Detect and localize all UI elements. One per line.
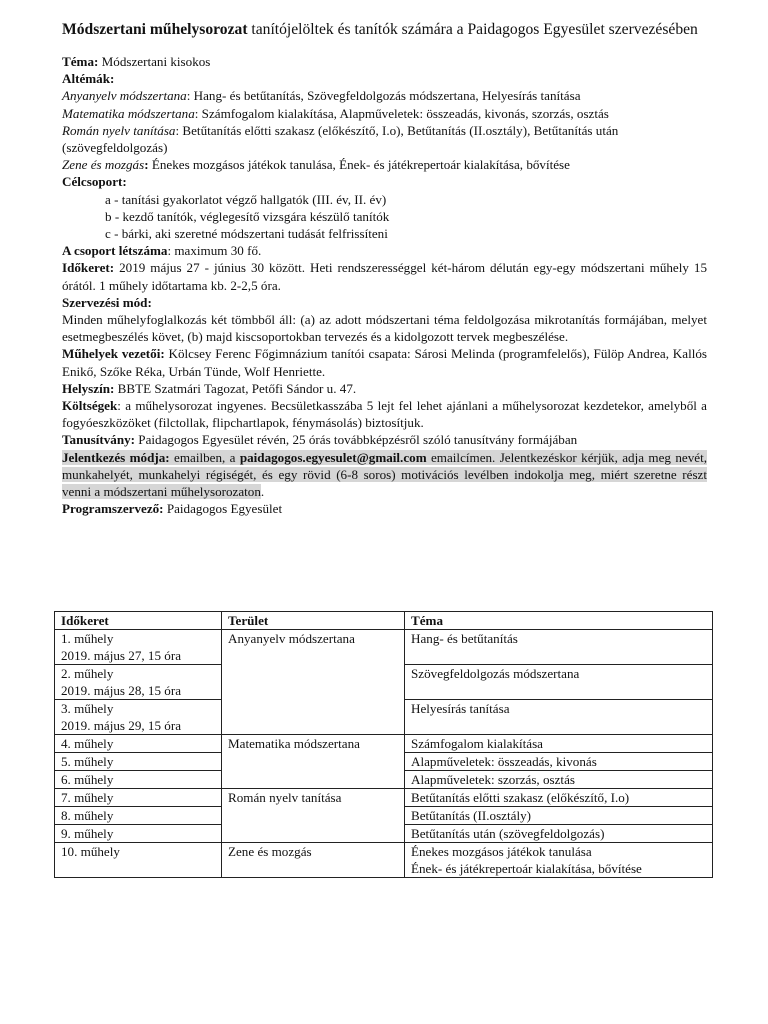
idokeret-paragraph: Időkeret: 2019 május 27 - június 30 között. Heti rendszerességgel két-három délután egy-egy módszertani műhely 15 órától. 1 műhely időtartama kb. 2-2,5 óra. [62,260,707,293]
topic-cell: Betűtanítás után (szövegfeldolgozás) [405,825,713,843]
table-row [55,735,713,753]
column-header: Téma [405,612,713,630]
column-header: Terület [222,612,405,630]
table-row [55,843,713,878]
vezetok-paragraph: Műhelyek vezetői: Kölcsey Ferenc Főgimnázium tanítói csapata: Sárosi Melinda (programfelelős), Fülöp Andrea, Kallós Enikő, Szőke Réka, Urbán Tünde, Wolf Henriette. [62,346,707,379]
altema-item: Zene és mozgás: Énekes mozgásos játékok tanulása, Ének- és játékrepertoár kialakítása, bővítése [62,157,570,173]
schedule-table [54,611,713,878]
letszam-line: A csoport létszáma: maximum 30 fő. [62,243,262,259]
altema-item: Anyanyelv módszertana: Hang- és betűtanítás, Szövegfeldolgozás módszertana, Helyesírás tanítása [62,88,581,104]
altema-item: Román nyelv tanítása: Betűtanítás előtti szakasz (előkészítő, I.o), Betűtanítás (II.osztály), Betűtanítás után (szövegfeldolgozás) [62,122,619,156]
jelentkezes-paragraph: Jelentkezés módja: emailben, a paidagogos.egyesulet@gmail.com emailcímen. Jelentkezéskor kérjük, adja meg nevét, munkahelyét, munkahelyi régiségét, és egy rövid (6-8 soros) motivációs levélben indokolja meg, miért szeretne részt venni a módszertani műhelysorozaton. [62,449,707,500]
table-row [55,789,713,807]
time-cell: 4. műhely [55,735,222,753]
programszervezo-line: Programszervező: Paidagogos Egyesület [62,501,283,517]
column-header: Időkeret [55,612,222,630]
altemak-heading: Altémák: [62,71,115,87]
time-cell: 10. műhely [55,843,222,878]
email-address: paidagogos.egyesulet@gmail.com [239,449,427,465]
time-cell: 7. műhely [55,789,222,807]
document-body [62,20,707,517]
time-cell: 6. műhely [55,771,222,789]
tanusitvany-line: Tanusítvány: Paidagogos Egyesület révén, 25 órás továbbképzésről szóló tanusítvány formájában [62,432,578,448]
topic-cell: Énekes mozgásos játékok tanulása Ének- és játékrepertoár kialakítása, bővítése [405,843,713,878]
time-cell: 5. műhely [55,753,222,771]
time-cell: 1. műhely 2019. május 27, 15 óra [55,630,222,665]
topic-cell: Betűtanítás előtti szakasz (előkészítő, I.o) [405,789,713,807]
topic-cell: Betűtanítás (II.osztály) [405,807,713,825]
area-cell: Zene és mozgás [222,843,405,878]
table-header-row [55,612,713,630]
topic-cell: Alapműveletek: összeadás, kivonás [405,753,713,771]
time-cell: 3. műhely 2019. május 29, 15 óra [55,700,222,735]
topic-cell: Helyesírás tanítása [405,700,713,735]
helyszin-line: Helyszín: BBTE Szatmári Tagozat, Petőfi Sándor u. 47. [62,380,357,396]
celcsoport-heading: Célcsoport: [62,174,127,190]
page-title: Módszertani műhelysorozat tanítójelöltek és tanítók számára a Paidagogos Egyesület szervezésében [62,21,698,38]
time-cell: 2. műhely 2019. május 28, 15 óra [55,665,222,700]
celcsoport-item: a - tanítási gyakorlatot végző hallgatók (III. év, II. év) [105,191,387,207]
topic-cell: Hang- és betűtanítás [405,630,713,665]
koltsegek-paragraph: Költségek: a műhelysorozat ingyenes. Becsületkasszába 5 lejt fel lehet ajánlani a műhelysorozat kezdetekor, amelyből a fogyóeszközöket (filctollak, flipchartlapok, fénymásolás) biztosítjuk. [62,398,707,431]
area-cell: Matematika módszertana [222,735,405,789]
area-cell: Román nyelv tanítása [222,789,405,843]
time-cell: 8. műhely [55,807,222,825]
topic-cell: Számfogalom kialakítása [405,735,713,753]
area-cell: Anyanyelv módszertana [222,630,405,735]
altema-item: Matematika módszertana: Számfogalom kialakítása, Alapműveletek: összeadás, kivonás, szorzás, osztás [62,105,609,121]
celcsoport-item: b - kezdő tanítók, véglegesítő vizsgára készülő tanítók [105,208,390,224]
tema-line: Téma: Módszertani kisokos [62,54,211,69]
topic-cell: Szövegfeldolgozás módszertana [405,665,713,700]
topic-cell: Alapműveletek: szorzás, osztás [405,771,713,789]
szervezesi-mod-heading: Szervezési mód: [62,294,152,310]
celcsoport-item: c - bárki, aki szeretné módszertani tudását felfrissíteni [105,226,388,242]
table-row [55,630,713,665]
szervezesi-mod-paragraph: Minden műhelyfoglalkozás két tömbből áll: (a) az adott módszertani téma feldolgozása mikrotanítás formájában, melyet esetmegbeszélés követ, (b) majd kiscsoportokban tervezés és a kidolgozott tervek megbeszélése. [62,312,707,345]
time-cell: 9. műhely [55,825,222,843]
